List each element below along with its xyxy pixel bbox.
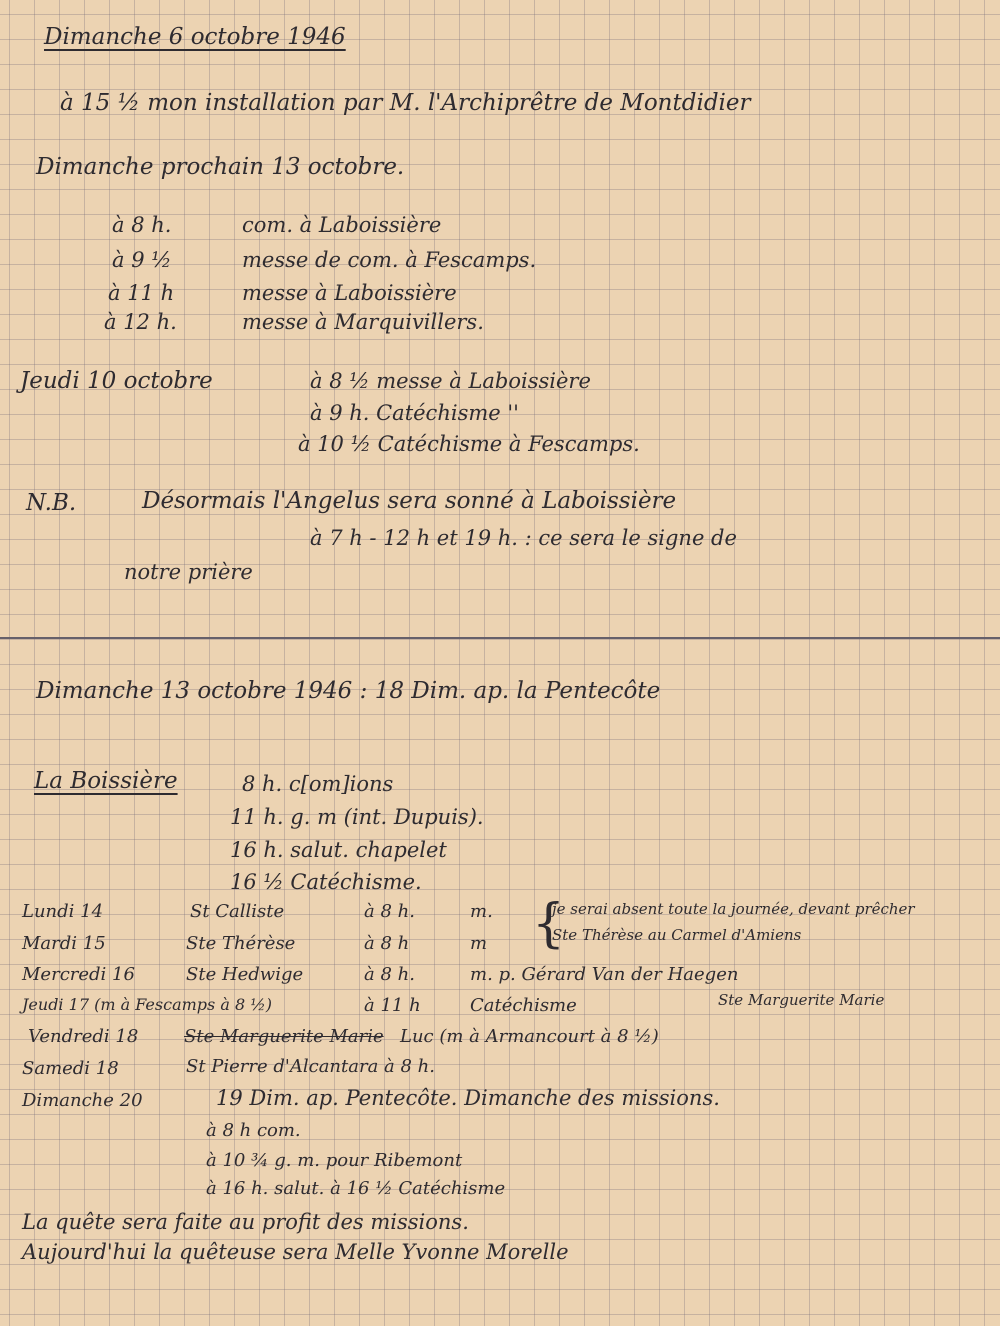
saturday-day: Samedi 18 bbox=[22, 1058, 119, 1079]
note2-date: Dimanche 13 octobre 1946 : 18 Dim. ap. la Pentecôte bbox=[36, 678, 661, 704]
week-act: m. bbox=[470, 901, 493, 922]
service-item: 8 h. c[om]ions bbox=[242, 772, 394, 796]
friday-day: Vendredi 18 bbox=[28, 1026, 139, 1047]
week-time: à 11 h bbox=[364, 995, 421, 1016]
nb-line: à 7 h - 12 h et 19 h. : ce sera le signe de bbox=[310, 526, 737, 550]
schedule-item: messe à Marquivillers. bbox=[242, 310, 484, 334]
closing-line: Aujourd'hui la quêteuse sera Melle Yvonne Morelle bbox=[22, 1240, 569, 1264]
note1-date: Dimanche 6 octobre 1946 bbox=[44, 24, 346, 50]
absence-note: Ste Thérèse au Carmel d'Amiens bbox=[552, 926, 802, 944]
brace-mark: { bbox=[532, 894, 566, 954]
sunday-day: Dimanche 20 bbox=[22, 1090, 143, 1111]
week-time: à 8 h. bbox=[364, 901, 415, 922]
divider-line bbox=[0, 637, 1000, 639]
week-act: m. p. Gérard Van der Haegen bbox=[470, 964, 739, 985]
note1-installation: à 15 ½ mon installation par M. l'Archiprêtre de Montdidier bbox=[60, 90, 751, 116]
schedule-time: à 12 h. bbox=[104, 310, 177, 334]
thursday-item: à 8 ½ messe à Laboissière bbox=[310, 369, 591, 393]
week-time: à 8 h bbox=[364, 933, 410, 954]
schedule-time: à 8 h. bbox=[112, 213, 172, 237]
thursday-item: à 10 ½ Catéchisme à Fescamps. bbox=[298, 432, 640, 456]
friday-struck: Ste Marguerite Marie bbox=[184, 1026, 384, 1047]
service-item: 16 h. salut. chapelet bbox=[230, 838, 447, 862]
week-day: Mardi 15 bbox=[22, 933, 106, 954]
thursday-item: à 9 h. Catéchisme '' bbox=[310, 401, 519, 425]
friday-rest: Luc (m à Armancourt à 8 ½) bbox=[400, 1026, 659, 1047]
week-day: Jeudi 17 (m à Fescamps à 8 ½) bbox=[22, 995, 272, 1014]
thursday-label: Jeudi 10 octobre bbox=[20, 368, 213, 394]
schedule-item: com. à Laboissière bbox=[242, 213, 442, 237]
thursday-note: Ste Marguerite Marie bbox=[718, 991, 885, 1009]
nb-line: notre prière bbox=[124, 560, 253, 584]
week-act: m bbox=[470, 933, 488, 954]
schedule-item: messe de com. à Fescamps. bbox=[242, 248, 537, 272]
sunday-title: 19 Dim. ap. Pentecôte. Dimanche des missions. bbox=[216, 1086, 720, 1110]
week-saint: St Calliste bbox=[190, 901, 285, 922]
absence-note: je serai absent toute la journée, devant prêcher bbox=[552, 900, 915, 918]
note1-next-sunday: Dimanche prochain 13 octobre. bbox=[36, 154, 405, 180]
sunday-item: à 8 h com. bbox=[206, 1120, 301, 1141]
sunday-item: à 10 ¾ g. m. pour Ribemont bbox=[206, 1150, 463, 1171]
nb-line: Désormais l'Angelus sera sonné à Laboissière bbox=[142, 488, 677, 514]
closing-line: La quête sera faite au profit des missions. bbox=[22, 1210, 469, 1234]
place-heading: La Boissière bbox=[34, 768, 178, 794]
schedule-time: à 9 ½ bbox=[112, 248, 172, 272]
schedule-time: à 11 h bbox=[108, 281, 175, 305]
week-saint: Ste Thérèse bbox=[186, 933, 296, 954]
week-saint: Ste Hedwige bbox=[186, 964, 304, 985]
week-day: Lundi 14 bbox=[22, 901, 104, 922]
schedule-item: messe à Laboissière bbox=[242, 281, 457, 305]
nb-label: N.B. bbox=[26, 490, 77, 516]
week-day: Mercredi 16 bbox=[22, 964, 135, 985]
service-item: 16 ½ Catéchisme. bbox=[230, 870, 422, 894]
saturday-saint: St Pierre d'Alcantara à 8 h. bbox=[186, 1056, 435, 1077]
sunday-item: à 16 h. salut. à 16 ½ Catéchisme bbox=[206, 1178, 506, 1199]
week-time: à 8 h. bbox=[364, 964, 415, 985]
service-item: 11 h. g. m (int. Dupuis). bbox=[230, 805, 484, 829]
week-act: Catéchisme bbox=[470, 995, 577, 1016]
